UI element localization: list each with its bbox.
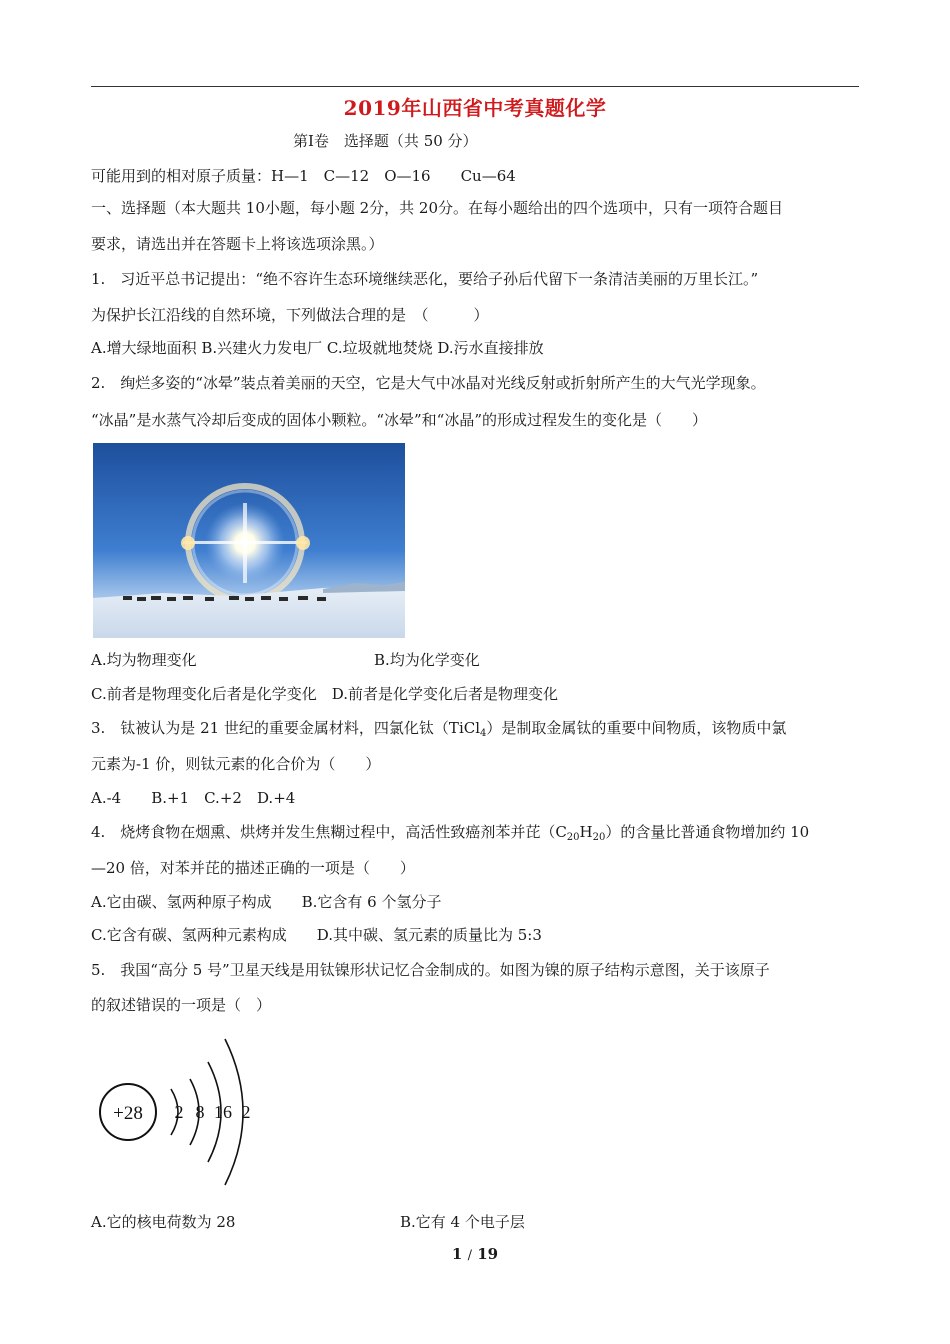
q3-subscript: 4 [480, 728, 487, 739]
q4-options-ab: A.它由碳、氢两种原子构成 B.它含有 6 个氢分子 [91, 893, 442, 911]
q2-option-a: A.均为物理变化 [91, 651, 197, 669]
q3-line1-text-a: 3. 钛被认为是 21 世纪的重要金属材料，四氯化钛（TiCl [91, 719, 481, 737]
q4-subscript-c: 20 [566, 832, 580, 843]
shell-3-electrons: 16 [214, 1102, 232, 1122]
q3-options: A.-4 B.+1 C.+2 D.+4 [91, 789, 296, 807]
header-rule [91, 86, 859, 87]
q4-line2: —20 倍，对苯并芘的描述正确的一项是（ ） [91, 859, 415, 877]
shell-2-electrons: 8 [195, 1102, 205, 1122]
atom-structure-svg [95, 1034, 265, 1194]
q2-options-cd: C.前者是物理变化后者是化学变化 D.前者是化学变化后者是物理变化 [91, 685, 558, 703]
q5-option-b: B.它有 4 个电子层 [400, 1213, 525, 1231]
page-footer [0, 1245, 950, 1263]
atomic-masses: 可能用到的相对原子质量：H—1 C—12 O—16 Cu—64 [91, 167, 516, 185]
q4-subscript-h: 20 [592, 832, 606, 843]
q1-line1: 1. 习近平总书记提出：“绝不容许生态环境继续恶化，要给子孙后代留下一条清洁美丽的万里长江。” [91, 270, 759, 288]
part-intro-line2: 要求，请选出并在答题卡上将该选项涂黑。） [91, 235, 384, 253]
shell-4-electrons: 2 [241, 1102, 251, 1122]
q1-options: A.增大绿地面积 B.兴建火力发电厂 C.垃圾就地焚烧 D.污水直接排放 [91, 339, 544, 357]
exam-title: 2019年山西省中考真题化学 [343, 96, 607, 120]
part-intro-line1: 一、选择题（本大题共 10小题，每小题 2分，共 20分。在每小题给出的四个选项中，只有一项符合题目 [91, 199, 784, 217]
q1-line2: 为保护长江沿线的自然环境，下列做法合理的是 （ ） [91, 306, 489, 324]
q5-line2: 的叙述错误的一项是（ ） [91, 996, 272, 1014]
ice-halo-illustration [93, 443, 405, 638]
page-total: 19 [477, 1245, 499, 1263]
shell-1-electrons: 2 [174, 1102, 184, 1122]
ice-halo-photo [93, 443, 405, 638]
q2-option-b: B.均为化学变化 [374, 651, 480, 669]
q4-options-cd: C.它含有碳、氢两种元素构成 D.其中碳、氢元素的质量比为 5:3 [91, 926, 542, 944]
section-heading: 第Ⅰ卷 选择题（共 50 分） [293, 132, 478, 150]
q3-line1-text-b: ）是制取金属钛的重要中间物质，该物质中氯 [486, 719, 787, 737]
q5-line1: 5. 我国“高分 5 号”卫星天线是用钛镍形状记忆合金制成的。如图为镍的原子结构示意图，关于该原子 [91, 961, 770, 979]
q2-line1: 2. 绚烂多姿的“冰晕”装点着美丽的天空，它是大气中冰晶对光线反射或折射所产生的大气光学现象。 [91, 374, 766, 392]
page-number: 1 [451, 1245, 463, 1263]
q4-line1-text-b: ）的含量比普通食物增加约 10 [605, 823, 810, 841]
page-separator: / [467, 1248, 472, 1263]
q2-line2: “冰晶”是水蒸气冷却后变成的固体小颗粒。“冰晕”和“冰晶”的形成过程发生的变化是（ ） [91, 411, 708, 429]
q4-formula-h: H [579, 823, 593, 841]
nickel-atom-diagram [95, 1034, 265, 1194]
q3-line2: 元素为-1 价，则钛元素的化合价为（ ） [91, 755, 381, 773]
q3-line1 [91, 718, 786, 744]
q4-line1-text-a: 4. 烧烤食物在烟熏、烘烤并发生焦糊过程中，高活性致癌剂苯并芘（C [91, 823, 567, 841]
q4-line1 [91, 822, 809, 848]
nucleus-charge: +28 [113, 1103, 143, 1124]
q5-option-a: A.它的核电荷数为 28 [91, 1213, 236, 1231]
